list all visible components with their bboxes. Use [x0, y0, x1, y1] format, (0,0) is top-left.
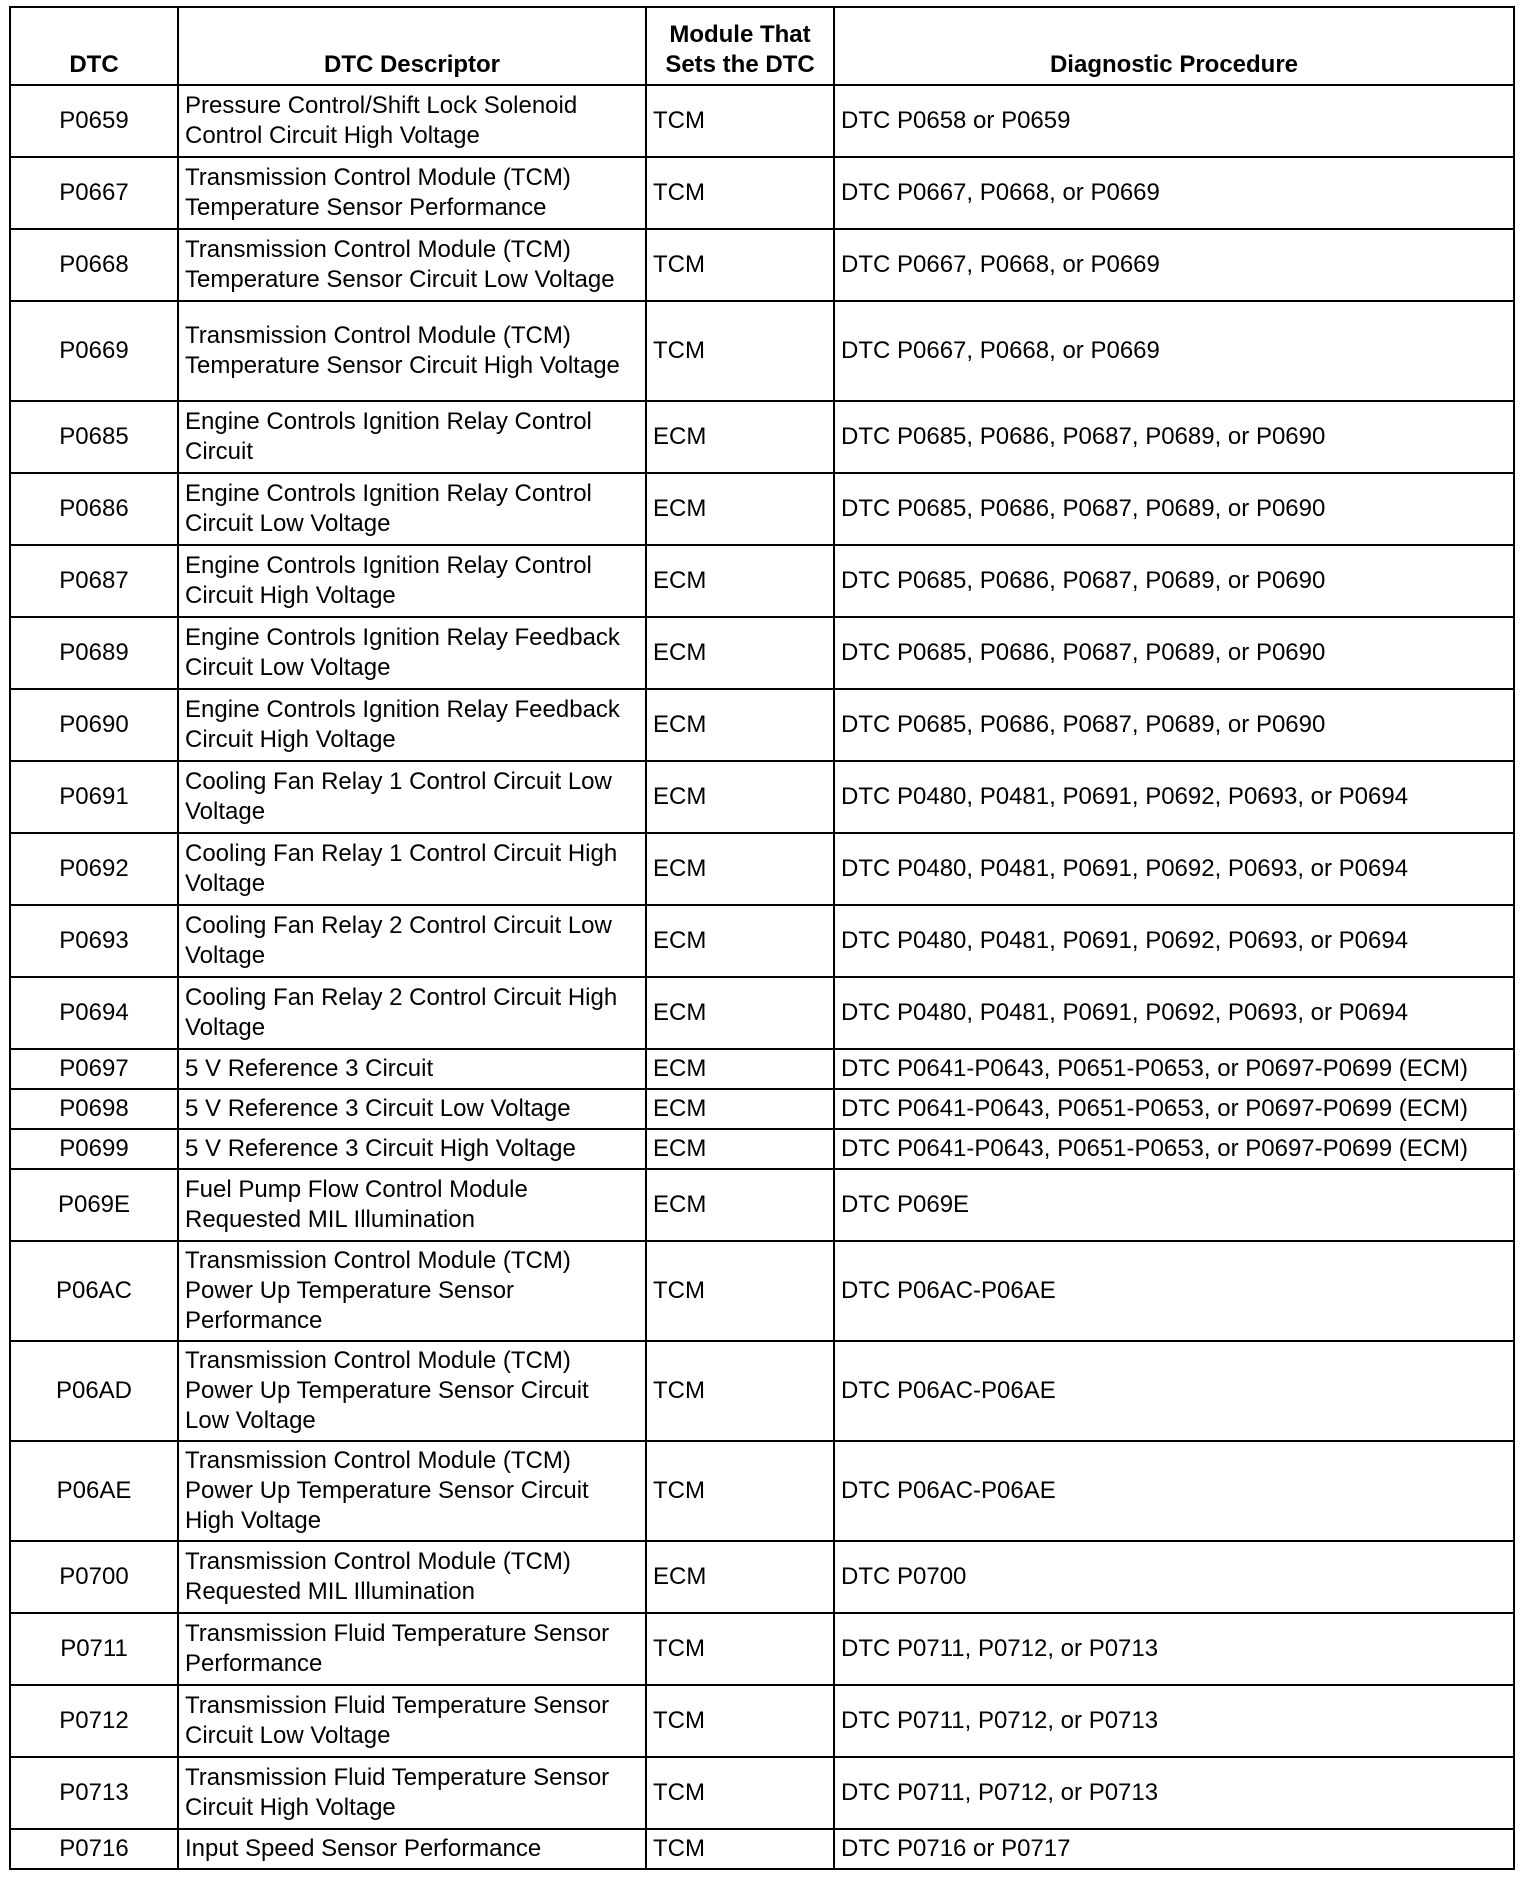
table-row — [10, 85, 1514, 157]
module-cell: TCM — [646, 1613, 834, 1685]
dtc-code-cell: P06AE — [10, 1441, 178, 1541]
diagnostic-procedure-cell: DTC P0480, P0481, P0691, P0692, P0693, or P0694 — [834, 905, 1514, 977]
table-row — [10, 229, 1514, 301]
column-header-module: Module That Sets the DTC — [646, 7, 834, 85]
module-cell: ECM — [646, 905, 834, 977]
diagnostic-procedure-cell: DTC P0711, P0712, or P0713 — [834, 1757, 1514, 1829]
diagnostic-procedure-cell: DTC P06AC-P06AE — [834, 1341, 1514, 1441]
dtc-code-cell: P0693 — [10, 905, 178, 977]
dtc-descriptor-cell: Transmission Fluid Temperature Sensor Circuit High Voltage — [178, 1757, 646, 1829]
table-row — [10, 905, 1514, 977]
dtc-descriptor-cell: Engine Controls Ignition Relay Control Circuit High Voltage — [178, 545, 646, 617]
dtc-table — [9, 6, 1515, 1870]
dtc-descriptor-cell: Cooling Fan Relay 2 Control Circuit High Voltage — [178, 977, 646, 1049]
diagnostic-procedure-cell: DTC P06AC-P06AE — [834, 1441, 1514, 1541]
dtc-descriptor-cell: Engine Controls Ignition Relay Feedback Circuit High Voltage — [178, 689, 646, 761]
dtc-code-cell: P0700 — [10, 1541, 178, 1613]
module-cell: ECM — [646, 473, 834, 545]
dtc-code-cell: P0699 — [10, 1129, 178, 1169]
module-cell: TCM — [646, 229, 834, 301]
dtc-code-cell: P0698 — [10, 1089, 178, 1129]
table-row — [10, 977, 1514, 1049]
module-cell: TCM — [646, 1685, 834, 1757]
table-row — [10, 545, 1514, 617]
diagnostic-procedure-cell: DTC P0685, P0686, P0687, P0689, or P0690 — [834, 617, 1514, 689]
dtc-descriptor-cell: Engine Controls Ignition Relay Control Circuit Low Voltage — [178, 473, 646, 545]
table-row — [10, 1129, 1514, 1169]
dtc-code-cell: P0668 — [10, 229, 178, 301]
module-cell: TCM — [646, 1241, 834, 1341]
column-header-descriptor: DTC Descriptor — [178, 7, 646, 85]
dtc-descriptor-cell: Cooling Fan Relay 1 Control Circuit Low Voltage — [178, 761, 646, 833]
dtc-descriptor-cell: Fuel Pump Flow Control Module Requested MIL Illumination — [178, 1169, 646, 1241]
dtc-descriptor-cell: Transmission Control Module (TCM) Temperature Sensor Circuit High Voltage — [178, 301, 646, 401]
table-row — [10, 1241, 1514, 1341]
table-row — [10, 1757, 1514, 1829]
module-cell: TCM — [646, 1341, 834, 1441]
module-cell: ECM — [646, 1129, 834, 1169]
column-header-procedure: Diagnostic Procedure — [834, 7, 1514, 85]
table-row — [10, 1541, 1514, 1613]
module-cell: TCM — [646, 85, 834, 157]
table-row — [10, 301, 1514, 401]
dtc-descriptor-cell: Transmission Control Module (TCM) Temperature Sensor Performance — [178, 157, 646, 229]
module-cell: TCM — [646, 1757, 834, 1829]
dtc-descriptor-cell: Cooling Fan Relay 2 Control Circuit Low Voltage — [178, 905, 646, 977]
dtc-descriptor-cell: 5 V Reference 3 Circuit High Voltage — [178, 1129, 646, 1169]
dtc-descriptor-cell: Transmission Fluid Temperature Sensor Circuit Low Voltage — [178, 1685, 646, 1757]
module-cell: ECM — [646, 617, 834, 689]
module-cell: ECM — [646, 977, 834, 1049]
dtc-code-cell: P0712 — [10, 1685, 178, 1757]
dtc-descriptor-cell: Engine Controls Ignition Relay Feedback Circuit Low Voltage — [178, 617, 646, 689]
dtc-descriptor-cell: Pressure Control/Shift Lock Solenoid Control Circuit High Voltage — [178, 85, 646, 157]
dtc-code-cell: P0711 — [10, 1613, 178, 1685]
dtc-code-cell: P0689 — [10, 617, 178, 689]
diagnostic-procedure-cell: DTC P0641-P0643, P0651-P0653, or P0697-P0699 (ECM) — [834, 1089, 1514, 1129]
diagnostic-procedure-cell: DTC P0711, P0712, or P0713 — [834, 1613, 1514, 1685]
diagnostic-procedure-cell: DTC P0480, P0481, P0691, P0692, P0693, or P0694 — [834, 833, 1514, 905]
table-row — [10, 473, 1514, 545]
dtc-code-cell: P0691 — [10, 761, 178, 833]
diagnostic-procedure-cell: DTC P0711, P0712, or P0713 — [834, 1685, 1514, 1757]
diagnostic-procedure-cell: DTC P06AC-P06AE — [834, 1241, 1514, 1341]
dtc-code-cell: P0713 — [10, 1757, 178, 1829]
diagnostic-procedure-cell: DTC P0480, P0481, P0691, P0692, P0693, or P0694 — [834, 977, 1514, 1049]
dtc-code-cell: P0687 — [10, 545, 178, 617]
module-cell: ECM — [646, 761, 834, 833]
dtc-code-cell: P0694 — [10, 977, 178, 1049]
dtc-descriptor-cell: Input Speed Sensor Performance — [178, 1829, 646, 1869]
module-cell: ECM — [646, 401, 834, 473]
diagnostic-procedure-cell: DTC P0667, P0668, or P0669 — [834, 157, 1514, 229]
diagnostic-procedure-cell: DTC P069E — [834, 1169, 1514, 1241]
diagnostic-procedure-cell: DTC P0480, P0481, P0691, P0692, P0693, or P0694 — [834, 761, 1514, 833]
dtc-descriptor-cell: 5 V Reference 3 Circuit Low Voltage — [178, 1089, 646, 1129]
diagnostic-procedure-cell: DTC P0685, P0686, P0687, P0689, or P0690 — [834, 473, 1514, 545]
dtc-descriptor-cell: Transmission Fluid Temperature Sensor Performance — [178, 1613, 646, 1685]
module-cell: TCM — [646, 1441, 834, 1541]
module-cell: TCM — [646, 157, 834, 229]
diagnostic-procedure-cell: DTC P0685, P0686, P0687, P0689, or P0690 — [834, 545, 1514, 617]
table-row — [10, 1089, 1514, 1129]
dtc-code-cell: P0692 — [10, 833, 178, 905]
dtc-descriptor-cell: Transmission Control Module (TCM) Power Up Temperature Sensor Performance — [178, 1241, 646, 1341]
diagnostic-procedure-cell: DTC P0700 — [834, 1541, 1514, 1613]
dtc-descriptor-cell: Transmission Control Module (TCM) Requested MIL Illumination — [178, 1541, 646, 1613]
module-cell: ECM — [646, 689, 834, 761]
table-row — [10, 157, 1514, 229]
module-cell: ECM — [646, 1169, 834, 1241]
table-body — [10, 85, 1514, 1869]
dtc-code-cell: P0685 — [10, 401, 178, 473]
dtc-code-cell: P0690 — [10, 689, 178, 761]
diagnostic-procedure-cell: DTC P0641-P0643, P0651-P0653, or P0697-P0699 (ECM) — [834, 1129, 1514, 1169]
dtc-code-cell: P06AD — [10, 1341, 178, 1441]
table-row — [10, 761, 1514, 833]
dtc-code-cell: P0697 — [10, 1049, 178, 1089]
table-row — [10, 1341, 1514, 1441]
diagnostic-procedure-cell: DTC P0658 or P0659 — [834, 85, 1514, 157]
module-cell: TCM — [646, 301, 834, 401]
dtc-descriptor-cell: 5 V Reference 3 Circuit — [178, 1049, 646, 1089]
table-row — [10, 617, 1514, 689]
dtc-descriptor-cell: Cooling Fan Relay 1 Control Circuit High Voltage — [178, 833, 646, 905]
module-cell: TCM — [646, 1829, 834, 1869]
dtc-code-cell: P0716 — [10, 1829, 178, 1869]
dtc-code-cell: P0686 — [10, 473, 178, 545]
dtc-code-cell: P06AC — [10, 1241, 178, 1341]
table-row — [10, 1169, 1514, 1241]
dtc-code-cell: P0669 — [10, 301, 178, 401]
module-cell: ECM — [646, 545, 834, 617]
table-row — [10, 1685, 1514, 1757]
diagnostic-procedure-cell: DTC P0685, P0686, P0687, P0689, or P0690 — [834, 401, 1514, 473]
dtc-descriptor-cell: Transmission Control Module (TCM) Power Up Temperature Sensor Circuit High Voltage — [178, 1441, 646, 1541]
table-row — [10, 1613, 1514, 1685]
table-row — [10, 1049, 1514, 1089]
diagnostic-procedure-cell: DTC P0641-P0643, P0651-P0653, or P0697-P0699 (ECM) — [834, 1049, 1514, 1089]
diagnostic-procedure-cell: DTC P0667, P0668, or P0669 — [834, 301, 1514, 401]
table-row — [10, 689, 1514, 761]
column-header-dtc: DTC — [10, 7, 178, 85]
table-row — [10, 833, 1514, 905]
dtc-code-cell: P0667 — [10, 157, 178, 229]
dtc-descriptor-cell: Engine Controls Ignition Relay Control Circuit — [178, 401, 646, 473]
dtc-code-cell: P069E — [10, 1169, 178, 1241]
dtc-descriptor-cell: Transmission Control Module (TCM) Temperature Sensor Circuit Low Voltage — [178, 229, 646, 301]
module-cell: ECM — [646, 833, 834, 905]
dtc-descriptor-cell: Transmission Control Module (TCM) Power Up Temperature Sensor Circuit Low Voltage — [178, 1341, 646, 1441]
table-row — [10, 1829, 1514, 1869]
dtc-code-cell: P0659 — [10, 85, 178, 157]
diagnostic-procedure-cell: DTC P0685, P0686, P0687, P0689, or P0690 — [834, 689, 1514, 761]
module-cell: ECM — [646, 1049, 834, 1089]
table-header-row — [10, 7, 1514, 85]
diagnostic-procedure-cell: DTC P0667, P0668, or P0669 — [834, 229, 1514, 301]
diagnostic-procedure-cell: DTC P0716 or P0717 — [834, 1829, 1514, 1869]
table-row — [10, 401, 1514, 473]
module-cell: ECM — [646, 1541, 834, 1613]
module-cell: ECM — [646, 1089, 834, 1129]
table-row — [10, 1441, 1514, 1541]
